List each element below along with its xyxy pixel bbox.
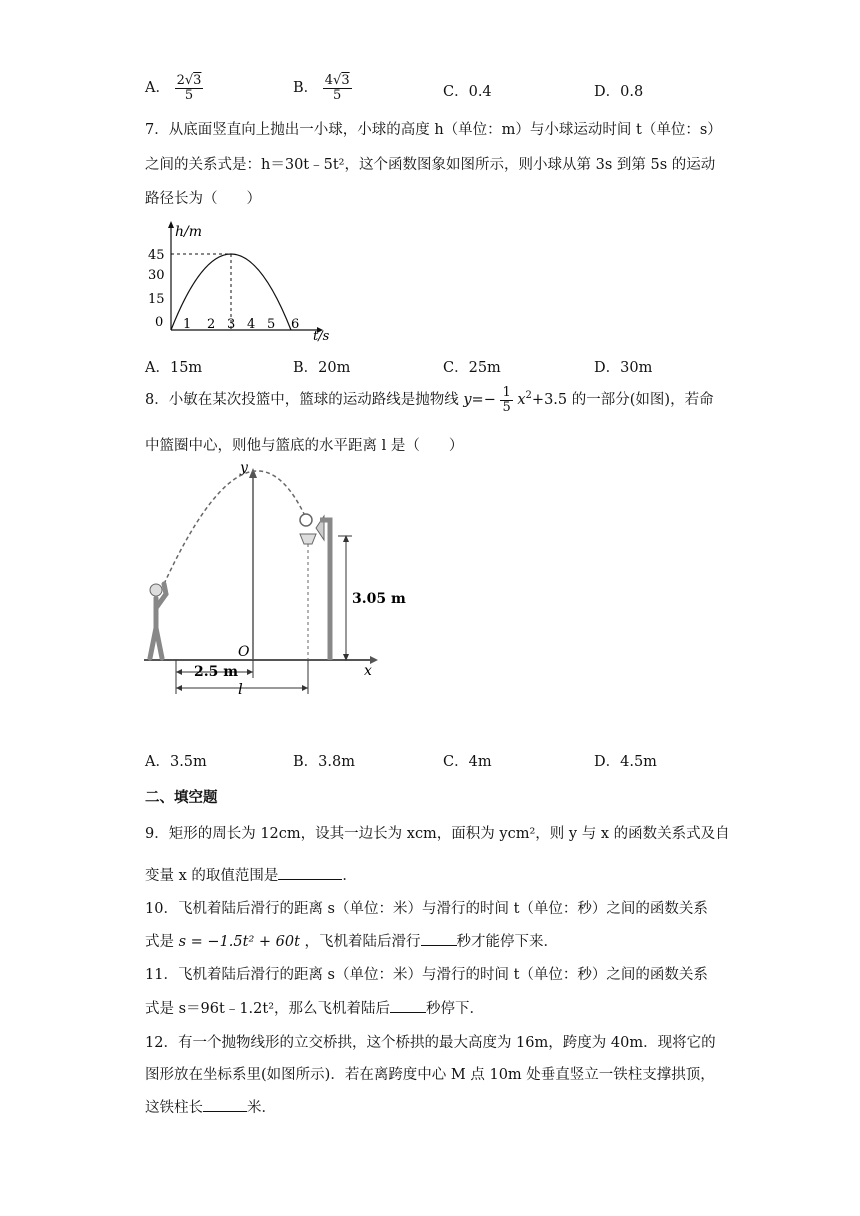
q7-y-tick: 15	[148, 292, 165, 307]
q7-x-axis-label: t/s	[313, 329, 330, 344]
q6-option-d: D．0.8	[594, 84, 644, 100]
q6-option-c: C．0.4	[443, 84, 492, 100]
q10-answer-blank	[421, 933, 457, 946]
q8-x-axis-label: x	[364, 663, 372, 679]
q7-line2: 之间的关系式是：h＝30t﹣5t²，这个函数图象如图所示，则小球从第 3s 到第 5s 的运动	[145, 157, 716, 173]
q8-dist-label: 2.5 m	[194, 664, 239, 680]
q7-option-c: C．25m	[443, 360, 501, 376]
q7-x-tick: 2	[207, 317, 216, 332]
q10-formula: s = −1.5t² + 60t	[178, 934, 300, 950]
q7-parabola-graph	[145, 218, 345, 344]
section-title: 二、填空题	[145, 789, 218, 806]
q9-line2: 变量 x 的取值范围是 ．	[145, 868, 357, 884]
q6-a-fraction: $\frac{2√3}{5}$	[176, 73, 202, 103]
q7-x-tick: 5	[267, 317, 276, 332]
q7-x-tick: 6	[291, 317, 300, 332]
q9-line1: 9．矩形的周长为 12cm，设其一边长为 xcm，面积为 ycm²，则 y 与 x 的函数关系式及自	[145, 826, 730, 842]
q6-b-fraction: $\frac{4√3}{5}$	[324, 73, 350, 103]
q8-line2: 中篮圈中心，则他与篮底的水平距离 l 是（ ）	[145, 438, 464, 454]
q6-option-b: B． $\frac{4√3}{5}$	[293, 73, 350, 103]
q7-option-b: B．20m	[293, 360, 351, 376]
q7-line3: 路径长为（ ）	[145, 191, 261, 207]
q7-option-d: D．30m	[594, 360, 653, 376]
q7-y-tick: 45	[148, 248, 165, 263]
q8-equation: y=− $\frac{1}{5}$ $x^2+3.5$	[463, 385, 568, 415]
q8-option-b: B．3.8m	[293, 754, 355, 770]
q7-option-a: A．15m	[145, 360, 203, 376]
q8-option-c: C．4m	[443, 754, 492, 770]
q8-origin-label: O	[238, 644, 250, 660]
q8-y-axis-label: y	[240, 460, 248, 476]
q12-line1: 12．有一个抛物线形的立交桥拱，这个桥拱的最大高度为 16m，跨度为 40m．现将它的	[145, 1035, 716, 1051]
q12-answer-blank	[203, 1099, 247, 1112]
q12-line3: 这铁柱长 米．	[145, 1100, 276, 1116]
q8-height-label: 3.05 m	[352, 591, 406, 607]
q8-option-d: D．4.5m	[594, 754, 657, 770]
q7-x-tick: 1	[183, 317, 192, 332]
q7-y-tick: 0	[155, 315, 164, 330]
q7-line1: 7．从底面竖直向上抛出一小球，小球的高度 h（单位：m）与小球运动时间 t（单位：s）	[145, 122, 722, 138]
q11-line1: 11．飞机着陆后滑行的距离 s（单位：米）与滑行的时间 t（单位：秒）之间的函数关系	[145, 967, 708, 983]
q12-line2: 图形放在坐标系里(如图所示)．若在离跨度中心 M 点 10m 处垂直竖立一铁柱支撑拱顶，	[145, 1067, 715, 1083]
q11-answer-blank	[390, 1000, 426, 1013]
q8-option-a: A．3.5m	[145, 754, 207, 770]
q10-line2: 式是 s = −1.5t² + 60t ，飞机着陆后滑行 秒才能停下来．	[145, 934, 559, 950]
q7-x-tick: 4	[247, 317, 256, 332]
q8-l-label: l	[238, 680, 243, 698]
q7-y-axis-label: h/m	[175, 224, 203, 240]
q8-line1: 8．小敏在某次投篮中，篮球的运动路线是抛物线 y=− $\frac{1}{5}$ $x^2+3.5$ 的一部分(如图)，若命	[145, 385, 714, 415]
q7-y-tick: 30	[148, 268, 165, 283]
q7-x-tick: 3	[227, 317, 236, 332]
q6-option-a: A． $\frac{2√3}{5}$	[145, 73, 202, 103]
q9-answer-blank	[278, 867, 342, 880]
q10-line1: 10．飞机着陆后滑行的距离 s（单位：米）与滑行的时间 t（单位：秒）之间的函数关系	[145, 901, 708, 917]
q8-basketball-figure	[140, 458, 406, 704]
q11-line2: 式是 s＝96t﹣1.2t²，那么飞机着陆后 秒停下．	[145, 1001, 485, 1017]
